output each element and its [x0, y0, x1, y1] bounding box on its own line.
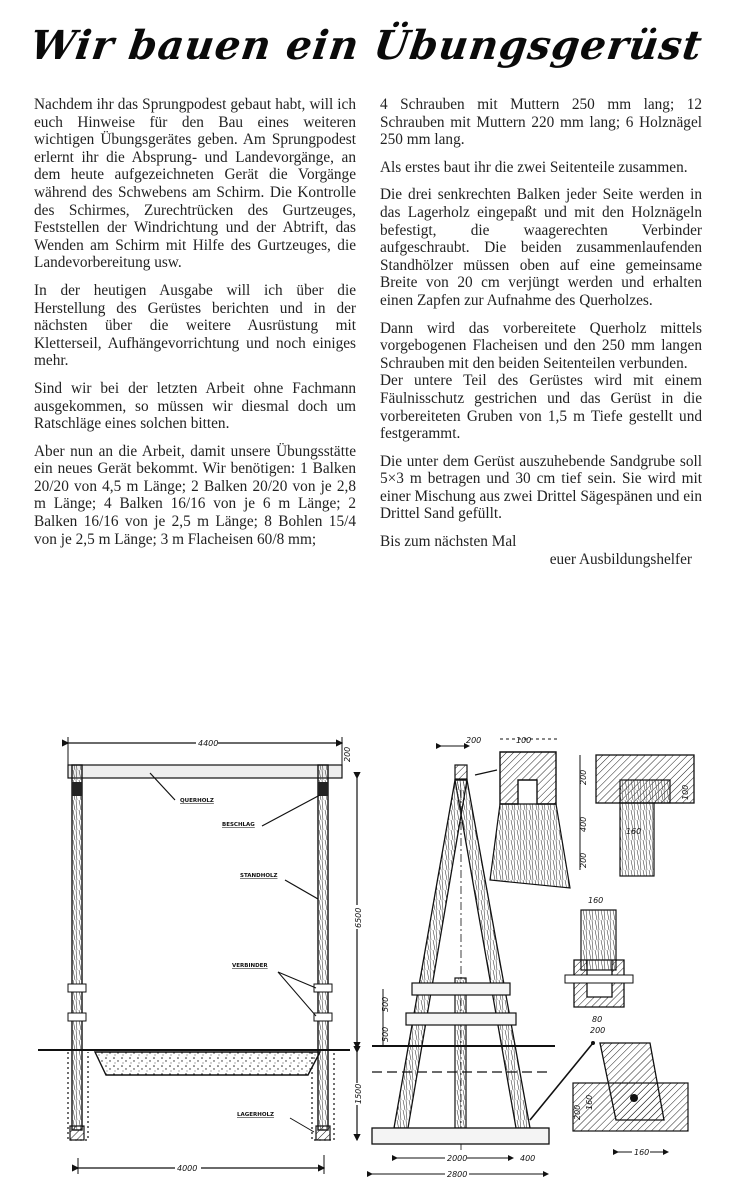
paragraph: Als erstes baut ihr die zwei Seitenteile zusammen. — [380, 158, 688, 176]
closing-line: Bis zum nächsten Mal — [380, 533, 517, 551]
dim-base-height: 200 — [573, 1104, 582, 1120]
label-beschlag: BESCHLAG — [222, 822, 255, 828]
dim-base-offset: 400 — [520, 1154, 536, 1163]
side-lagerholz — [372, 1128, 549, 1144]
label-verbinder: VERBINDER — [232, 963, 268, 969]
paragraph: Nachdem ihr das Sprungpodest gebaut habt, will ich euch Hinweise für den Bau eines weiteren wichtigen Übungsgerätes geben. Am Sprungpodest erlernt ihr die Absprung- und Landevorgänge, an dem heute aufgezeichneten Gerät die Vorgänge während des Schwebens am Schirm. Die Kontrolle des Schirmes, Zurechtrücken des Gurtzeuges, Feststellen der Windrichtung und der Abtrift, das Wenden am Schirm mit Hilfe des Gurtzeuges, die Landevorbereitung usw. — [34, 96, 356, 272]
detail-top-joint — [490, 736, 694, 888]
signature: euer Ausbildungshelfer — [549, 550, 692, 568]
dim-depth-below-ground: 1500 — [354, 1083, 363, 1104]
dim-base-inset: 160 — [585, 1094, 594, 1110]
paragraph: Der untere Teil des Gerüstes wird mit einem Fäulnisschutz gestrichen und das Gerüst in die vorbereiteten Gruben von 1,5 m Tiefe gestellt und festgerammt. — [380, 372, 702, 443]
detail-base-joint — [530, 1041, 688, 1157]
dim-base-inner: 2000 — [447, 1154, 468, 1163]
paragraph: 4 Schrauben mit Muttern 250 mm lang; 12 Schrauben mit Muttern 220 mm lang; 6 Holznägel 250 mm lang. — [380, 96, 702, 149]
sand-pit — [95, 1052, 320, 1075]
dim-side-top-width: 200 — [466, 736, 482, 745]
dim-height-upper: 200 — [579, 769, 588, 785]
paragraph: Aber nun an die Arbeit, damit unsere Übungsstätte ein neues Gerät bekommt. Wir benötigen: 1 Balken 20/20 von 4,5 m Länge; 2 Balken 20/20 von je 2,8 m Länge; 4 Balken 16/16 von je 6 m Länge; 2 Balken 16/16 von je 2,5 m Länge; 8 Bohlen 15/4 von je 2,5 m Länge; 3 m Flacheisen 60/8 mm; — [34, 442, 356, 548]
standholz-right — [318, 765, 328, 1130]
dim-height-mid: 400 — [579, 816, 588, 832]
dim-connector-top: 160 — [588, 896, 604, 905]
dim-side-spacing-2: 500 — [381, 1026, 390, 1042]
dim-base-width: 160 — [634, 1148, 650, 1157]
dim-side-spacing-1: 500 — [381, 996, 390, 1012]
label-standholz: STANDHOLZ — [240, 873, 278, 879]
standholz-left — [72, 765, 82, 1130]
label-querholz: QUERHOLZ — [180, 798, 214, 804]
dim-tenon-width: 100 — [516, 736, 532, 745]
dim-top-width: 4400 — [198, 739, 219, 748]
verbinder-board-upper — [412, 983, 510, 995]
verbinder-board-lower — [406, 1013, 516, 1025]
paragraph: Dann wird das vorbereitete Querholz mittels vorgebogenen Flacheisen und den 250 mm langen Schrauben mit den beiden Seitenteilen verbunden. — [380, 319, 702, 372]
dim-slot-width: 80 — [592, 1015, 603, 1024]
dim-height-above-ground: 6500 — [354, 907, 363, 928]
querholz-beam — [68, 765, 342, 778]
side-view-drawing — [372, 736, 555, 1179]
paragraph: In der heutigen Ausgabe will ich über die Herstellung des Gerüstes berichten und in der nächsten über die weitere Ausrüstung mit Kletterseil, Aufhängevorrichtung und noch einiges mehr. — [34, 281, 356, 370]
paragraph: Die unter dem Gerüst auszuhebende Sandgrube soll 5×3 m betragen und 30 cm tief sein. Sie wird mit einer Mischung aus zwei Drittel Sägespänen und ein Drittel Sand gefüllt. — [380, 452, 702, 523]
dim-post-width: 160 — [626, 827, 642, 836]
paragraph: Die drei senkrechten Balken jeder Seite werden in das Lagerholz eingepaßt und mit den Holznägeln befestigt, die waagerechten Verbinder aufgeschraubt. Die beiden zusammenlaufenden Standhölzer müssen oben auf eine gemeinsame Breite von 20 cm verjüngt werden und erhalten einen Zapfen zur Aufnahme des Querholzes. — [380, 186, 702, 309]
detail-connector — [565, 896, 633, 1035]
label-lagerholz: LAGERHOLZ — [237, 1112, 275, 1118]
dim-beam-depth: 100 — [681, 784, 690, 800]
dim-bottom-width: 4000 — [177, 1164, 198, 1173]
dim-beam-height: 200 — [343, 746, 352, 762]
beschlag-left — [318, 782, 328, 796]
front-view-drawing — [38, 736, 363, 1174]
article-title: Wir bauen ein Übungsgerüst — [27, 22, 706, 69]
dim-base-total: 2800 — [447, 1170, 468, 1179]
dim-block-width: 200 — [590, 1026, 606, 1035]
beschlag-right — [72, 782, 82, 796]
paragraph: Sind wir bei der letzten Arbeit ohne Fachmann ausgekommen, so müssen wir diesmal doch um Ratschläge eines solchen bitten. — [34, 379, 356, 433]
dim-height-lower: 200 — [579, 852, 588, 868]
